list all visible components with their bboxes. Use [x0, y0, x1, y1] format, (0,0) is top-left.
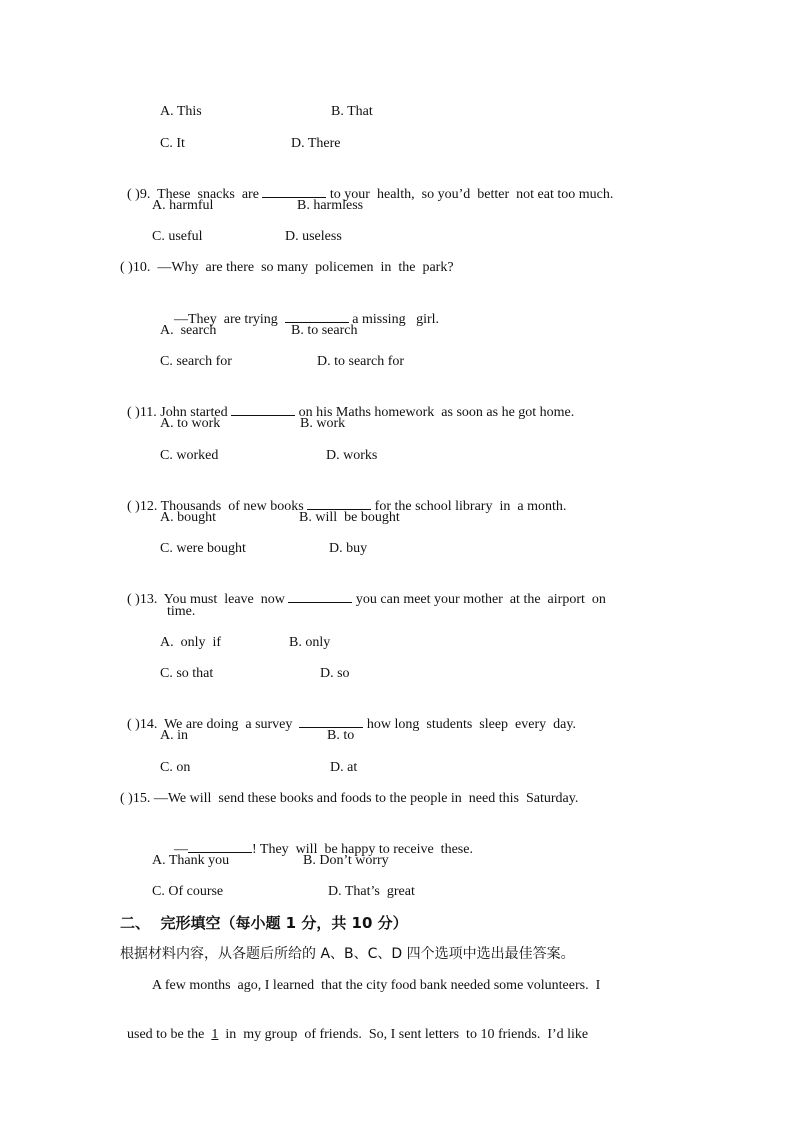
- q10-option-a: A. search: [160, 323, 217, 338]
- q8-option-c: C. It: [160, 136, 185, 151]
- q11-suffix: on his Maths homework as soon as he got home.: [295, 405, 575, 420]
- q10-answer-suffix: a missing girl.: [348, 312, 440, 327]
- q14-option-b: B. to: [327, 728, 355, 743]
- answer-blank: [288, 589, 352, 603]
- q10-question: ( )10. —Why are there so many policemen in the park?: [120, 260, 454, 275]
- q9-prefix: ( )9. These snacks are: [127, 187, 263, 202]
- q12-option-d: D. buy: [329, 541, 368, 556]
- q11-option-d: D. works: [326, 448, 378, 463]
- q13-suffix: you can meet your mother at the airport on: [352, 592, 606, 607]
- passage-suffix: in my group of friends. So, I sent letters to 10 friends. I’d like: [218, 1027, 589, 1042]
- q15-option-b: B. Don’t worry: [303, 853, 389, 868]
- answer-blank: [307, 496, 371, 510]
- q12-prefix: ( )12. Thousands of new books: [127, 499, 308, 514]
- q8-option-a: A. This: [160, 104, 202, 119]
- q15-option-a: A. Thank you: [152, 853, 230, 868]
- q11-prefix: ( )11. John started: [127, 405, 232, 420]
- q10-option-b: B. to search: [291, 323, 358, 338]
- q11-option-c: C. worked: [160, 448, 219, 463]
- q14-option-a: A. in: [160, 728, 188, 743]
- answer-blank: [285, 309, 349, 323]
- answer-blank: [188, 839, 252, 853]
- q9-option-a: A. harmful: [152, 198, 214, 213]
- q14-option-c: C. on: [160, 760, 191, 775]
- q13-option-a: A. only if: [160, 635, 222, 650]
- q14-suffix: how long students sleep every day.: [363, 717, 576, 732]
- cloze-blank-number: 1: [211, 1027, 219, 1042]
- q13-option-c: C. so that: [160, 666, 214, 681]
- q8-option-d: D. There: [291, 136, 341, 151]
- q14-option-d: D. at: [330, 760, 358, 775]
- q15-option-d: D. That’s great: [328, 884, 415, 899]
- q9-option-b: B. harmless: [297, 198, 364, 213]
- passage-line: A few months ago, I learned that the city food bank needed some volunteers. I: [152, 978, 601, 993]
- q11-option-a: A. to work: [160, 416, 221, 431]
- q10-option-c: C. search for: [160, 354, 232, 369]
- section-heading: 二、 完形填空（每小题 1 分，共 10 分）: [120, 914, 408, 932]
- q8-option-b: B. That: [331, 104, 373, 119]
- q12-suffix: for the school library in a month.: [371, 499, 567, 514]
- section-instruction: 根据材料内容，从各题后所给的 A、B、C、D 四个选项中选出最佳答案。: [120, 946, 575, 962]
- passage-line-with-blank: [120, 1008, 588, 1044]
- q13-option-b: B. only: [289, 635, 331, 650]
- q15-answer-suffix: ! They will be happy to receive these.: [252, 842, 473, 857]
- q12-option-c: C. were bought: [160, 541, 246, 556]
- q9-option-d: D. useless: [285, 229, 342, 244]
- q12-option-b: B. will be bought: [299, 510, 400, 525]
- q10-answer-prefix: —They are trying: [174, 312, 285, 327]
- answer-blank: [231, 402, 295, 416]
- q14-prefix: ( )14. We are doing a survey: [127, 717, 300, 732]
- q15-question: ( )15. —We will send these books and foods to the people in need this Saturday.: [120, 791, 579, 806]
- answer-blank: [299, 714, 363, 728]
- q15-answer-prefix: —: [174, 842, 188, 857]
- q13-option-d: D. so: [320, 666, 350, 681]
- answer-blank: [262, 184, 326, 198]
- q12-option-a: A. bought: [160, 510, 216, 525]
- q9-option-c: C. useful: [152, 229, 203, 244]
- q11-option-b: B. work: [300, 416, 346, 431]
- q13-prefix: ( )13. You must leave now: [127, 592, 289, 607]
- q9-suffix: to your health, so you’d better not eat too much.: [326, 187, 614, 202]
- passage-prefix: used to be the: [127, 1027, 212, 1042]
- q10-option-d: D. to search for: [317, 354, 405, 369]
- q15-option-c: C. Of course: [152, 884, 224, 899]
- q13-continuation: time.: [167, 604, 196, 619]
